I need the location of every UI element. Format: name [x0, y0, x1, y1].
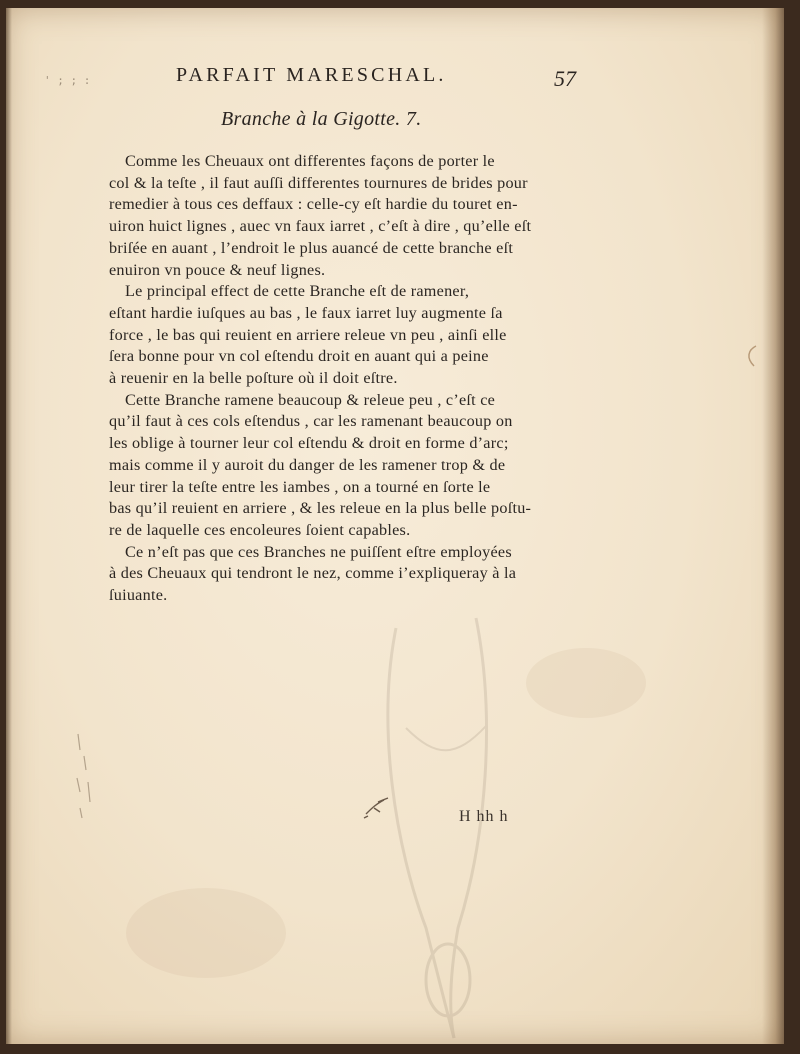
page-number: 57 [554, 66, 576, 91]
printer-ornament-icon [362, 794, 394, 820]
running-head [176, 58, 586, 98]
page-edge-shadow [762, 8, 784, 1044]
body-text [109, 151, 577, 607]
text-line: mais comme il y auroit du danger de les ramener trop & de [109, 455, 506, 474]
text-line: eſtant hardie iuſques au bas , le faux iarret luy augmente ſa [109, 303, 503, 322]
text-line: leur tirer la teſte entre les iambes , on a tourné en ſorte le [109, 477, 491, 496]
signature-mark: H hh h [459, 808, 509, 825]
binding-shadow [6, 8, 12, 1044]
text-line: re de laquelle ces encoleures ſoient capables. [109, 520, 411, 539]
page-tear [744, 344, 758, 368]
margin-annotation [72, 730, 102, 820]
show-through-engraving [336, 608, 556, 1044]
paragraph-4 [109, 542, 577, 607]
text-line: uiron huict lignes , auec vn faux iarret , c’eſt à dire , qu’elle eſt [109, 217, 532, 236]
running-title: PARFAIT MARESCHAL. [176, 64, 447, 86]
text-line: Cette Branche ramene beaucoup & releue peu , c’eſt ce [125, 390, 496, 409]
text-line: enuiron vn pouce & neuf lignes. [109, 260, 326, 279]
text-line: force , le bas qui reuient en arriere releue vn peu , ainſi elle [109, 325, 507, 344]
text-line: col & la teſte , il faut auſſi differentes tournures de brides pour [109, 173, 528, 192]
paragraph-2 [109, 281, 577, 390]
text-line: Comme les Cheuaux ont differentes façons de porter le [125, 152, 495, 170]
paragraph-1 [109, 151, 577, 281]
text-line: remedier à tous ces deffaux : celle-cy eſt hardie du touret en- [109, 195, 518, 214]
text-line: ſuiuante. [109, 586, 168, 605]
text-line: les oblige à tourner leur col eſtendu & droit en forme d’arc; [109, 434, 509, 453]
text-line: qu’il faut à ces cols eſtendus , car les ramenant beaucoup on [109, 412, 513, 431]
text-line: Le principal effect de cette Branche eſt de ramener, [125, 282, 470, 301]
paragraph-3 [109, 390, 577, 542]
section-heading: Branche à la Gigotte. 7. [221, 108, 422, 130]
text-line: ſera bonne pour vn col eſtendu droit en auant qui a peine [109, 347, 489, 366]
paper-stain [126, 888, 286, 978]
text-line: bas qu’il reuient en arriere , & les releue en la plus belle poſtu- [109, 499, 532, 518]
text-line: briſée en auant , l’endroit le plus auancé de cette branche eſt [109, 238, 514, 257]
text-line: à reuenir en la belle poſture où il doit eſtre. [109, 369, 398, 388]
book-page [6, 8, 784, 1044]
text-line: à des Cheuaux qui tendront le nez, comme i’expliqueray à la [109, 564, 517, 583]
margin-marks: ' ; ; : [44, 74, 91, 87]
text-line: Ce n’eſt pas que ces Branches ne puiſſent eſtre employées [125, 542, 512, 561]
